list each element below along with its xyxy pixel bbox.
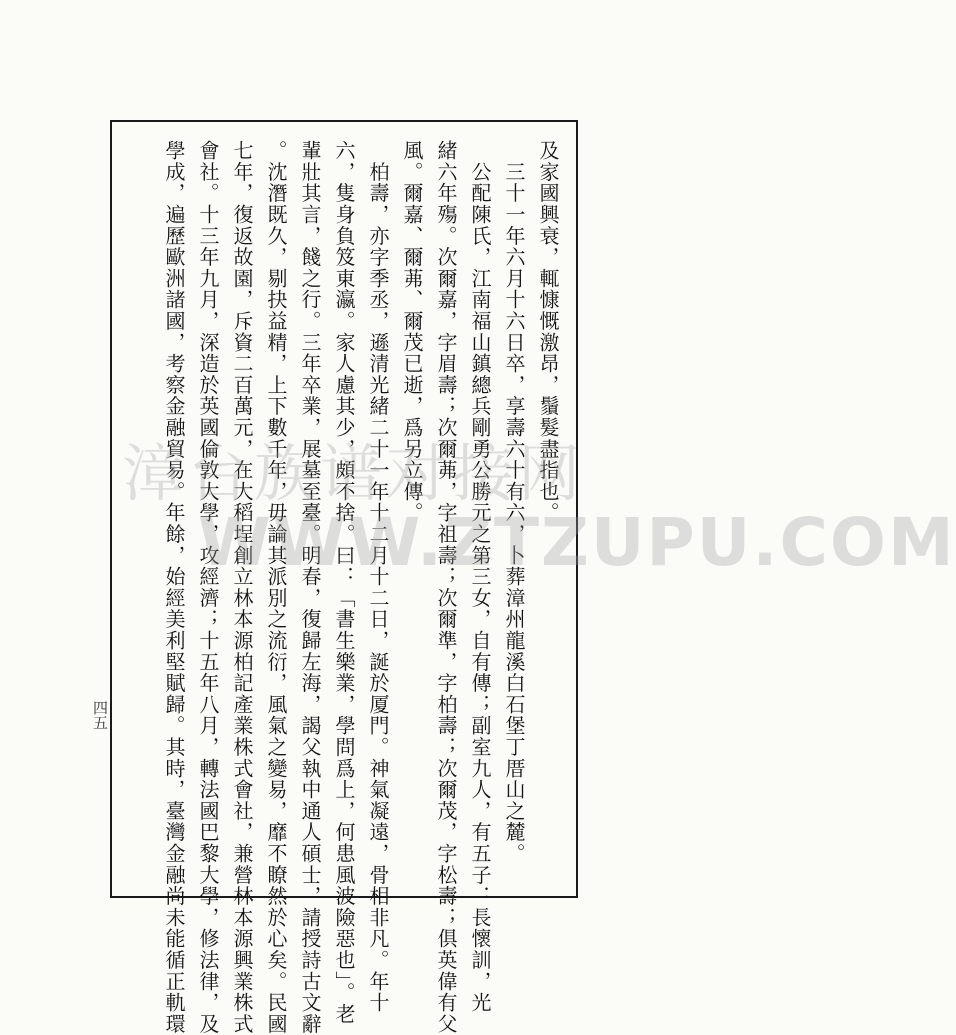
page-number: 四五 [91,700,109,730]
text-column-12: 學成，遍歷歐洲諸國，考察金融貿易。年餘，始經美利堅賦歸。其時，臺灣金融尚未能循正軌環 [162,140,186,1035]
text-column-9: 。沈潛既久，剔抉益精，上下數千年，毋論其派別之流衍，風氣之變易，靡不瞭然於心矣。民國 [264,140,288,1035]
text-column-10: 七年，復返故園，斥資二百萬元，在大稻埕創立林本源柏記產業株式會社，兼營林本源興業株式 [230,140,254,1035]
text-column-6: 柏壽，亦字季丞，遜清光緒二十一年十二月十二日，誕於厦門。神氣凝遠，骨相非凡。年十 [366,140,390,1014]
watermark-en-text: WWW.ZTZUPU.COM [198,504,956,581]
text-column-1: 及家國興衰，輒慷慨激昂，鬚髮盡指也。 [536,140,560,524]
text-column-8: 輩壯其言，餞之行。三年卒業，展墓至臺。明春，復歸左海，謁父執中通人碩士，請授詩古文辭 [298,140,322,1035]
text-column-5: 風。爾嘉、爾茀、爾茂已逝，爲另立傳。 [400,140,424,524]
text-column-4: 緒六年殤。次爾嘉，字眉壽；次爾茀，字祖壽；次爾準，字柏壽；次爾茂，字松壽；俱英偉有父 [434,140,458,1035]
text-column-11: 會社。十三年九月，深造於英國倫敦大學，攻經濟；十五年八月，轉法國巴黎大學，修法律，及 [196,140,220,1035]
watermark-cn-text: 漳台族谱对接网 [122,437,585,510]
text-column-2: 三十一年六月十六日卒，享壽六十有六，卜葬漳州龍溪白石堡丁厝山之麓。 [502,140,526,865]
text-column-7: 六，隻身負笈東瀛。家人慮其少，頗不捨。曰：「書生樂業，學問爲上，何患風波險惡也」。老 [332,140,356,1025]
text-column-3: 公配陳氏，江南福山鎮總兵剛勇公勝元之第三女，自有傳；副室九人，有五子：長懷訓，光 [468,140,492,1014]
